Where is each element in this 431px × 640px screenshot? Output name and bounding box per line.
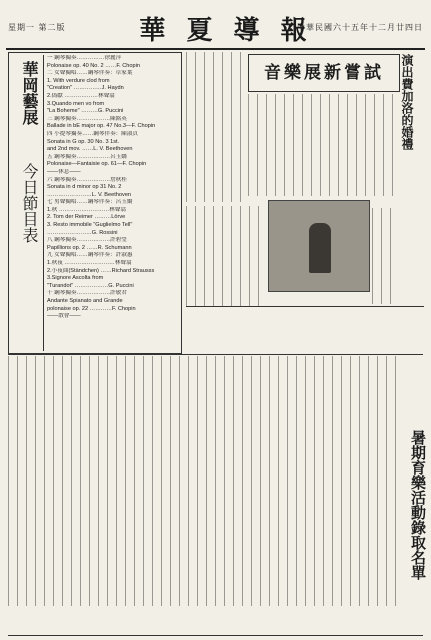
program-entry: ……………………L. V. Beethoven bbox=[47, 191, 132, 198]
newspaper-title: 華 夏 導 報 bbox=[139, 16, 313, 46]
program-entry: 三 鋼琴獨奏………………陳銘英 bbox=[47, 115, 127, 122]
program-list bbox=[47, 55, 179, 321]
program-entry: ——散會—— bbox=[47, 313, 81, 320]
program-title: 華岡藝展 bbox=[20, 61, 39, 125]
program-entry: 3.Signore Ascolta from bbox=[47, 275, 104, 282]
program-entry: 2.小夜曲(Ständchen) ……Richard Strausss bbox=[47, 267, 155, 274]
program-entry: "Turandot" ………………G. Puccini bbox=[47, 282, 134, 289]
program-entry: 五 鋼琴獨奏………………呂玉嬌 bbox=[47, 153, 127, 160]
side-headline-box bbox=[400, 54, 424, 304]
program-entry: "La Boheme" ………G. Puccini bbox=[47, 108, 124, 115]
program-entry: 3. Resto immobile "Guglielmo Tell" bbox=[47, 222, 133, 229]
side-headline: 演出費加洛的婚禮 bbox=[400, 54, 414, 150]
program-entry: 二 女聲獨唱……鋼琴伴奏：卓家葉 bbox=[47, 70, 133, 77]
program-entry: 3.Quando men vo from bbox=[47, 100, 105, 107]
program-entry: 六 鋼琴獨奏………………詹秋桂 bbox=[47, 176, 127, 183]
program-entry: 八 鋼琴獨奏………………許碧瑩 bbox=[47, 237, 127, 244]
concert-photo bbox=[268, 200, 370, 292]
program-entry: "Creation" ……………J. Haydn bbox=[47, 85, 124, 92]
program-entry: Polonaise—Fantaisie op. 61—F. Chopin bbox=[47, 161, 147, 168]
article-body-text bbox=[8, 356, 400, 606]
program-entry: ……………………G. Rossini bbox=[47, 229, 118, 236]
program-entry: 2. Tom der Reimer ………Lörve bbox=[47, 214, 126, 221]
program-entry: Papillions op. 2 ……R. Schumann bbox=[47, 244, 132, 251]
program-entry: 1.秋 ………………………林聲翕 bbox=[47, 206, 126, 213]
program-entry: Sonata in d minor op 31 No. 2 bbox=[47, 184, 122, 191]
masthead bbox=[6, 8, 425, 50]
program-entry: 七 男聲獨唱……鋼琴伴奏：呂玉嬌 bbox=[47, 199, 133, 206]
article-body-text bbox=[186, 206, 264, 306]
program-entry: Andante Spianato and Grande bbox=[47, 298, 123, 304]
section-divider bbox=[8, 354, 423, 355]
program-entry: 1.秋夜 ………………………林聲翕 bbox=[47, 260, 132, 267]
article-body-text bbox=[186, 52, 244, 202]
program-entry: and 2nd mov. ……L. V. Beethoven bbox=[47, 146, 133, 153]
issue-info: 星期一 第二版 bbox=[8, 23, 66, 32]
program-heading bbox=[11, 55, 44, 351]
program-entry: Sonata in G op. 30 No. 3 1st. bbox=[47, 138, 120, 145]
program-entry: 十 鋼琴獨奏………………許敏君 bbox=[47, 290, 127, 297]
column-divider bbox=[186, 306, 424, 307]
program-subtitle: 今日節目表 bbox=[20, 163, 39, 243]
program-entry: 一 鋼琴獨奏……………徐麗萍 bbox=[47, 55, 122, 61]
program-entry: polonaise op. 22 …………F. Chopin bbox=[47, 305, 136, 312]
program-entry: 1. With verdure clod from bbox=[47, 77, 110, 84]
article-body-text bbox=[248, 94, 396, 196]
issue-date: 中華民國六十五年十二月廿四日 bbox=[297, 23, 423, 32]
program-entry: 四 小提琴獨奏……鋼琴伴奏：陳淑貞 bbox=[47, 130, 139, 137]
article-headline: 音樂展新嘗試 bbox=[248, 54, 400, 92]
program-entry: 2.偽獻 ………………林聲翕 bbox=[47, 92, 115, 99]
program-box bbox=[8, 52, 182, 354]
program-entry: 九 女聲獨唱……鋼琴伴奏：許淑惠 bbox=[47, 252, 133, 259]
program-entry: Polonaise op. 40 No. 2 ……F. Chopin bbox=[47, 62, 140, 69]
program-entry: Ballade in bE major op. 47 No.3—F. Chopin bbox=[47, 123, 156, 130]
summer-headline: 暑期育樂活動錄取名單 bbox=[409, 430, 427, 580]
footer-rule bbox=[8, 635, 423, 636]
program-entry: ——休息—— bbox=[47, 168, 81, 175]
article-body-text bbox=[372, 208, 396, 304]
